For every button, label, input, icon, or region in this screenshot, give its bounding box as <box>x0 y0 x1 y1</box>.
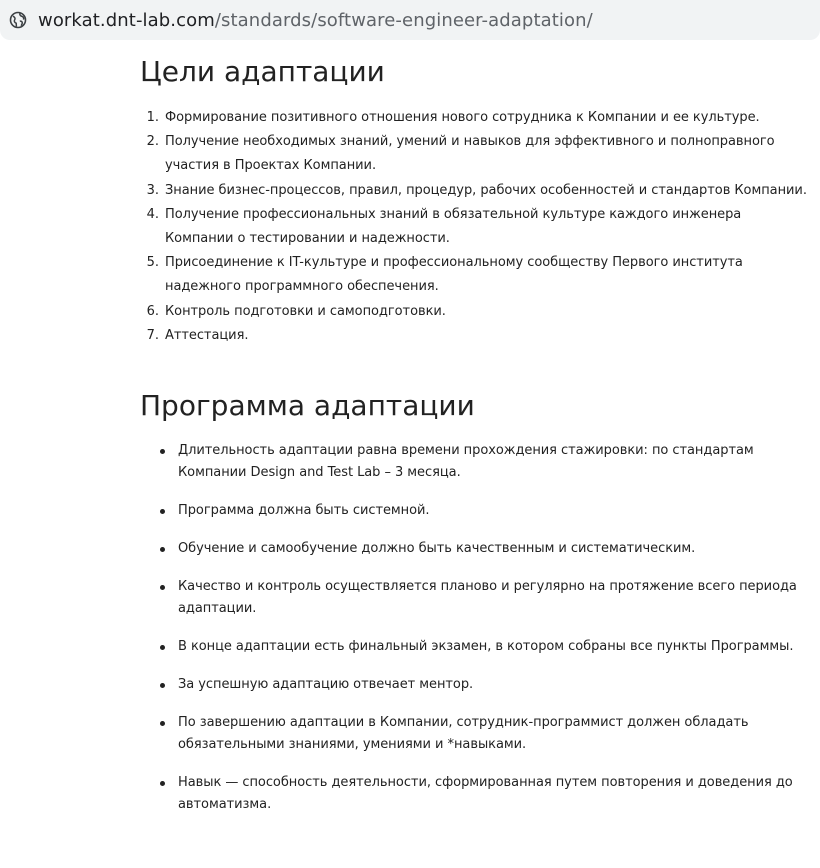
list-item-text: Обучение и самообучение должно быть качественным и систематическим. <box>178 541 696 557</box>
list-item <box>178 440 810 484</box>
list-item: 6. Контроль подготовки и самоподготовки. <box>163 300 810 324</box>
bullet-icon <box>160 721 165 726</box>
list-item-text: Длительность адаптации равна времени прохождения стажировки: по стандартам Компании Design and Test Lab – 3 месяца. <box>178 443 754 481</box>
list-item: 7. Аттестация. <box>163 324 810 348</box>
address-bar[interactable] <box>0 0 820 40</box>
globe-icon[interactable] <box>8 10 28 30</box>
list-item-text: В конце адаптации есть финальный экзамен, в котором собраны все пункты Программы. <box>178 639 794 655</box>
bullet-icon <box>160 449 165 454</box>
article-content <box>140 52 810 832</box>
list-item <box>178 500 810 522</box>
program-heading: Программа адаптации <box>140 389 475 423</box>
bullet-icon <box>160 683 165 688</box>
list-item: 3. Знание бизнес-процессов, правил, процедур, рабочих особенностей и стандартов Компании. <box>163 179 810 203</box>
url-path: /standards/software-engineer-adaptation/ <box>214 9 593 31</box>
list-item: 2. Получение необходимых знаний, умений и навыков для эффективного и полноправного участия в Проектах Компании. <box>163 130 810 178</box>
list-item: 1. Формирование позитивного отношения нового сотрудника к Компании и ее культуре. <box>163 106 810 130</box>
list-item <box>178 712 810 756</box>
list-item-text: По завершению адаптации в Компании, сотрудник-программист должен обладать обязательными знаниями, умениями и *навыками. <box>178 715 749 753</box>
list-item-text: За успешную адаптацию отвечает ментор. <box>178 677 474 693</box>
url-text[interactable] <box>38 10 593 31</box>
list-item <box>178 636 810 658</box>
list-item <box>178 576 810 620</box>
url-host: workat.dnt-lab.com <box>38 9 215 31</box>
list-item: 4. Получение профессиональных знаний в обязательной культуре каждого инженера Компании о тестировании и надежности. <box>163 203 810 251</box>
list-item-text: Качество и контроль осуществляется планово и регулярно на протяжение всего периода адаптации. <box>178 579 797 617</box>
list-item <box>178 674 810 696</box>
bullet-icon <box>160 781 165 786</box>
goals-list <box>140 106 810 348</box>
goals-heading: Цели адаптации <box>140 55 385 88</box>
list-item <box>178 772 810 816</box>
bullet-icon <box>160 547 165 552</box>
bullet-icon <box>160 509 165 514</box>
list-item-text: Программа должна быть системной. <box>178 503 430 519</box>
list-item-text: Навык — способность деятельности, сформированная путем повторения и доведения до автоматизма. <box>178 775 793 813</box>
list-item: 5. Присоединение к IT-культуре и профессиональному сообществу Первого института надежного программного обеспечения. <box>163 251 810 299</box>
bullet-icon <box>160 645 165 650</box>
bullet-icon <box>160 585 165 590</box>
program-list <box>140 440 810 816</box>
list-item <box>178 538 810 560</box>
